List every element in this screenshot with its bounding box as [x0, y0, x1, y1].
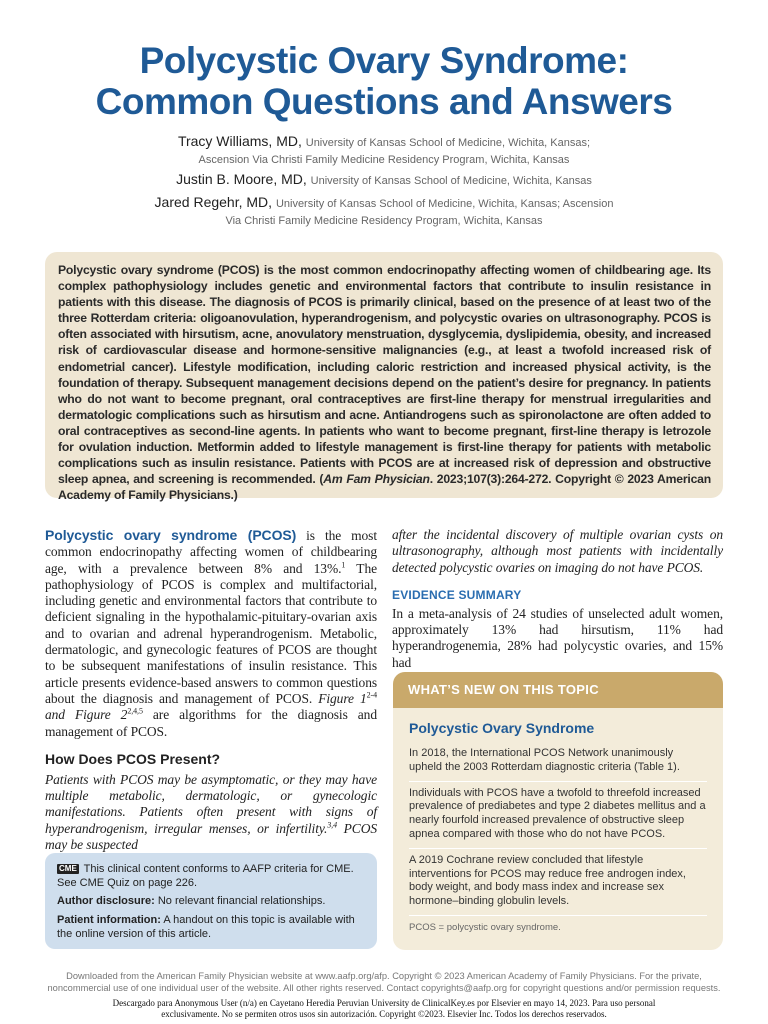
cme-info-box [45, 853, 377, 949]
evidence-summary-heading: EVIDENCE SUMMARY [392, 587, 522, 602]
patient-information [57, 913, 365, 941]
whats-new-header: WHAT’S NEW ON THIS TOPIC [393, 672, 723, 708]
right-column [392, 527, 723, 671]
author-affiliation: University of Kansas School of Medicine, Wichita, Kansas; Ascension [275, 198, 614, 210]
author-affiliation: University of Kansas School of Medicine, Wichita, Kansas [310, 175, 592, 187]
author-affiliation-continued: Via Christi Family Medicine Residency Program, Wichita, Kansas [225, 215, 543, 227]
intro-paragraph [45, 527, 377, 740]
abstract-body: Polycystic ovary syndrome (PCOS) is the most common endocrinopathy affecting women of childbearing age. Its complex pathophysiology includes genetic and environmental factors that contribute to insulin resistance in patients with this disease. The diagnosis of PCOS is primarily clinical, based on the presence of at least two of the three Rotterdam criteria: oligoanovulation, hyperandrogenism, and polycystic ovaries on ultrasonography. PCOS is often associated with hirsutism, acne, anovulatory menstruation, dysglycemia, dyslipidemia, obesity, and increased risk of cardiovascular disease and hormone-sensitive malignancies (e.g., at least a twofold increased risk of endometrial cancer). Lifestyle modification, including caloric restriction and increased physical activity, is the foundation of therapy. Subsequent management decisions depend on the patient’s desire for pregnancy. In patients who do not want to become pregnant, oral contraceptives are first-line therapy for menstrual irregularities and dermatologic complications such as hirsutism and acne. Antiandrogens such as spironolactone are often added to oral contraceptives as second-line agents. In patients who want to become pregnant, first-line therapy is letrozole for ovulation induction. Metformin added to lifestyle management is first-line therapy for patients with metabolic complications such as insulin resistance. Patients with PCOS are at increased risk of depression and obstructive sleep apnea, and screening is recommended. ( [58, 263, 711, 487]
author-name: Tracy Williams, MD, [177, 133, 302, 149]
answer-text: PCOS may be suspected [45, 820, 377, 853]
disclosure-label: Author disclosure: [57, 895, 155, 908]
author-entry [100, 170, 668, 190]
citation-superscript: 1 [341, 560, 346, 570]
abstract-box [45, 252, 723, 503]
intro-text: is the most common endocrinopathy affecting women of childbearing age, with a prevalence between 8% and 13%. [45, 528, 377, 576]
author-name: Justin B. Moore, MD, [176, 171, 307, 187]
whats-new-item: Individuals with PCOS have a twofold to threefold increased prevalence of prediabetes and type 2 diabetes mellitus and a nearly fourfold increased prevalence of obstructive sleep apnea compared with those who do not have PCOS. [409, 782, 707, 849]
author-disclosure [57, 894, 365, 908]
disclosure-text: No relevant financial relationships. [154, 895, 326, 908]
citation-superscript: 2,4,5 [127, 706, 143, 716]
citation-superscript: 3,4 [327, 820, 337, 830]
title-line-2: Common Questions and Answers [95, 81, 673, 122]
intro-text: The pathophysiology of PCOS is complex and multifactorial, including genetic and environmental factors that contribute to deficient signaling in the hypothalamic-pituitary-ovarian axis and to ovarian and adrenal hyperandrogenism. Metabolic, dermatologic, and gynecologic features of PCOS are thought to be subsequent manifestations of insulin resistance. This article presents evidence-based answers to common questions about the diagnosis and management of PCOS. [45, 560, 377, 706]
author-affiliation-continued: Ascension Via Christi Family Medicine Residency Program, Wichita, Kansas [198, 154, 570, 166]
cme-text: This clinical content conforms to AAFP criteria for CME. See CME Quiz on page 226. [57, 863, 354, 890]
author-entry [100, 132, 668, 152]
abstract-text [58, 262, 711, 503]
citation-details: . 2023;107(3):264-272. Copyright © 2023 American Academy of Family Physicians.) [58, 472, 711, 503]
citation-superscript: 2-4 [366, 690, 377, 700]
intro-text: and [45, 707, 65, 723]
figure-1-link[interactable]: Figure 1 [318, 690, 367, 706]
intro-text: are algorithms for the diagnosis and management of PCOS. [45, 707, 377, 739]
author-affiliation: University of Kansas School of Medicine, Wichita, Kansas; [305, 137, 591, 149]
download-notice: Descargado para Anonymous User (n/a) en Cayetano Heredia Peruvian University de ClinicalKey.es por Elsevier en mayo 14, 2023. Para uso personal exclusivamente. No se permiten otros usos sin autorización. Copyright ©2023. Elsevier Inc. Todos los derechos reservados. [112, 998, 656, 1019]
author-entry [100, 193, 668, 213]
copyright-footer: Downloaded from the American Family Physician website at www.aafp.org/afp. Copyright © 2023 American Academy of Family Physicians. For the private, noncommercial use of one individual user of the website. All other rights reserved. Contact copyrights@aafp.org for copyright questions and/or permission requests. [47, 971, 721, 993]
patient-info-text: A handout on this topic is available with the online version of this article. [57, 913, 355, 940]
whats-new-body [393, 708, 723, 933]
whats-new-item: In 2018, the International PCOS Network unanimously upheld the 2003 Rotterdam diagnostic criteria (Table 1). [409, 742, 707, 782]
answer-text: Patients with PCOS may be asymptomatic, or they may have multiple metabolic, dermatologic, or gynecologic manifestations. Patients often present with signs of hyperandrogenism, irregular menses, or infertility. [45, 771, 377, 836]
section-heading: How Does PCOS Present? [45, 750, 221, 767]
whats-new-box [393, 672, 723, 950]
cme-badge: CME [59, 864, 77, 873]
author-list [100, 132, 668, 231]
evidence-summary-text: In a meta-analysis of 24 studies of unselected adult women, approximately 13% had hirsutism, 11% had hyperandrogenemia, 28% had polycystic ovaries, and 15% had [392, 605, 723, 670]
answer-summary-continued: after the incidental discovery of multiple ovarian cysts on ultrasonography, although most patients with incidentally detected polycystic ovaries on imaging do not have PCOS. [392, 527, 723, 575]
article-title [0, 40, 768, 122]
citation-journal: Am Fam Physician [323, 472, 430, 487]
patient-info-label: Patient information: [57, 913, 161, 926]
author-name: Jared Regehr, MD, [154, 194, 273, 210]
whats-new-item: A 2019 Cochrane review concluded that lifestyle interventions for PCOS may reduce free androgen index, body weight, and body mass index and increase sex hormone–binding globulin levels. [409, 849, 707, 916]
left-column [45, 527, 377, 853]
whats-new-subtitle: Polycystic Ovary Syndrome [409, 720, 595, 736]
lead-term: Polycystic ovary syndrome (PCOS) [45, 527, 297, 543]
whats-new-footnote: PCOS = polycystic ovary syndrome. [409, 921, 561, 933]
answer-summary [45, 772, 377, 853]
figure-2-link[interactable]: Figure 2 [75, 707, 128, 723]
cme-statement [57, 862, 365, 890]
title-line-1: Polycystic Ovary Syndrome: [139, 40, 629, 81]
